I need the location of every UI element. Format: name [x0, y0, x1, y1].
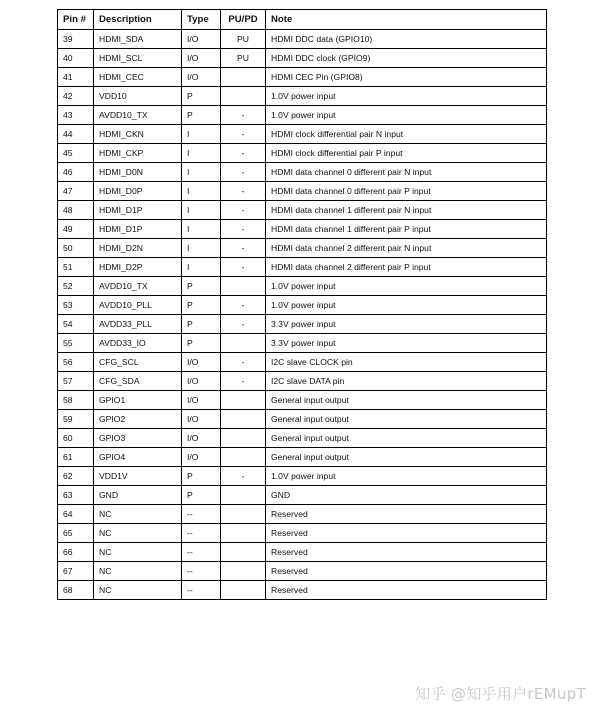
cell-pin: 67: [58, 562, 94, 581]
cell-pin: 63: [58, 486, 94, 505]
cell-note: General input output: [266, 410, 547, 429]
table-row: [58, 49, 547, 68]
cell-note: Reserved: [266, 562, 547, 581]
cell-note: HDMI clock differential pair P input: [266, 144, 547, 163]
cell-description: CFG_SCL: [94, 353, 182, 372]
cell-pin: 68: [58, 581, 94, 600]
cell-type: I/O: [182, 429, 221, 448]
cell-type: I: [182, 144, 221, 163]
cell-description: CFG_SDA: [94, 372, 182, 391]
cell-note: General input output: [266, 448, 547, 467]
cell-type: --: [182, 524, 221, 543]
cell-note: Reserved: [266, 543, 547, 562]
table-body: [58, 30, 547, 600]
cell-description: AVDD33_IO: [94, 334, 182, 353]
cell-description: AVDD10_TX: [94, 277, 182, 296]
table-row: [58, 106, 547, 125]
cell-description: GPIO2: [94, 410, 182, 429]
cell-pin: 44: [58, 125, 94, 144]
cell-description: GPIO1: [94, 391, 182, 410]
cell-pin: 52: [58, 277, 94, 296]
cell-type: P: [182, 277, 221, 296]
cell-pupd: -: [221, 144, 266, 163]
cell-type: I: [182, 220, 221, 239]
cell-description: NC: [94, 524, 182, 543]
cell-type: I/O: [182, 410, 221, 429]
cell-description: HDMI_D0N: [94, 163, 182, 182]
cell-note: HDMI data channel 2 different pair P input: [266, 258, 547, 277]
cell-note: 1.0V power input: [266, 277, 547, 296]
table-row: [58, 144, 547, 163]
cell-note: 1.0V power input: [266, 296, 547, 315]
cell-pupd: [221, 391, 266, 410]
cell-note: General input output: [266, 429, 547, 448]
cell-pupd: PU: [221, 30, 266, 49]
cell-pin: 59: [58, 410, 94, 429]
table-row: [58, 277, 547, 296]
table-row: [58, 391, 547, 410]
cell-pin: 61: [58, 448, 94, 467]
cell-description: HDMI_SDA: [94, 30, 182, 49]
table-row: [58, 220, 547, 239]
table-row: [58, 467, 547, 486]
cell-pupd: [221, 505, 266, 524]
cell-note: HDMI data channel 2 different pair N input: [266, 239, 547, 258]
cell-pin: 56: [58, 353, 94, 372]
cell-note: HDMI data channel 1 different pair P input: [266, 220, 547, 239]
cell-note: GND: [266, 486, 547, 505]
cell-description: HDMI_D2N: [94, 239, 182, 258]
cell-type: I: [182, 239, 221, 258]
cell-pin: 50: [58, 239, 94, 258]
cell-pin: 55: [58, 334, 94, 353]
cell-description: GPIO3: [94, 429, 182, 448]
cell-type: --: [182, 562, 221, 581]
cell-note: 3.3V power input: [266, 315, 547, 334]
table-row: [58, 125, 547, 144]
cell-description: AVDD33_PLL: [94, 315, 182, 334]
cell-pin: 41: [58, 68, 94, 87]
cell-pupd: -: [221, 220, 266, 239]
header-note: Note: [266, 10, 547, 30]
cell-type: P: [182, 334, 221, 353]
cell-pupd: -: [221, 467, 266, 486]
cell-pin: 66: [58, 543, 94, 562]
cell-description: HDMI_D1P: [94, 220, 182, 239]
cell-pupd: [221, 68, 266, 87]
cell-description: HDMI_CEC: [94, 68, 182, 87]
table-row: [58, 296, 547, 315]
cell-type: I: [182, 258, 221, 277]
cell-pupd: [221, 87, 266, 106]
cell-pupd: -: [221, 201, 266, 220]
cell-pupd: -: [221, 163, 266, 182]
table-row: [58, 68, 547, 87]
cell-type: I: [182, 201, 221, 220]
cell-pin: 60: [58, 429, 94, 448]
cell-description: NC: [94, 543, 182, 562]
table-row: [58, 448, 547, 467]
cell-type: --: [182, 505, 221, 524]
cell-note: HDMI DDC data (GPIO10): [266, 30, 547, 49]
cell-type: I/O: [182, 30, 221, 49]
cell-description: GPIO4: [94, 448, 182, 467]
cell-type: --: [182, 543, 221, 562]
table-row: [58, 353, 547, 372]
cell-note: HDMI CEC Pin (GPIO8): [266, 68, 547, 87]
cell-pin: 64: [58, 505, 94, 524]
cell-note: I2C slave DATA pin: [266, 372, 547, 391]
cell-description: NC: [94, 562, 182, 581]
cell-note: 3.3V power input: [266, 334, 547, 353]
table-row: [58, 258, 547, 277]
table-row: [58, 429, 547, 448]
cell-type: P: [182, 296, 221, 315]
watermark: 知乎 @知乎用户rEMupT: [415, 685, 586, 703]
cell-pupd: [221, 334, 266, 353]
cell-note: HDMI data channel 0 different pair P input: [266, 182, 547, 201]
cell-description: AVDD10_TX: [94, 106, 182, 125]
table-row: [58, 182, 547, 201]
header-row: [58, 10, 547, 30]
cell-pupd: [221, 410, 266, 429]
cell-pin: 43: [58, 106, 94, 125]
cell-type: I/O: [182, 68, 221, 87]
table-row: [58, 524, 547, 543]
table-row: [58, 163, 547, 182]
cell-pupd: [221, 277, 266, 296]
cell-description: NC: [94, 581, 182, 600]
cell-type: I/O: [182, 49, 221, 68]
cell-type: I/O: [182, 448, 221, 467]
table-row: [58, 201, 547, 220]
cell-pupd: [221, 581, 266, 600]
cell-note: HDMI data channel 0 different pair N input: [266, 163, 547, 182]
cell-pupd: PU: [221, 49, 266, 68]
cell-note: I2C slave CLOCK pin: [266, 353, 547, 372]
cell-note: Reserved: [266, 581, 547, 600]
cell-description: VDD1V: [94, 467, 182, 486]
cell-description: NC: [94, 505, 182, 524]
cell-pupd: -: [221, 106, 266, 125]
cell-description: HDMI_D0P: [94, 182, 182, 201]
cell-pupd: [221, 524, 266, 543]
cell-description: HDMI_D2P: [94, 258, 182, 277]
cell-description: HDMI_CKP: [94, 144, 182, 163]
cell-pupd: -: [221, 372, 266, 391]
cell-pin: 45: [58, 144, 94, 163]
cell-note: 1.0V power input: [266, 87, 547, 106]
cell-pupd: -: [221, 353, 266, 372]
cell-description: GND: [94, 486, 182, 505]
cell-pin: 58: [58, 391, 94, 410]
pin-table: [57, 9, 547, 600]
cell-type: I: [182, 163, 221, 182]
table-row: [58, 239, 547, 258]
cell-type: I/O: [182, 372, 221, 391]
table-row: [58, 372, 547, 391]
cell-note: Reserved: [266, 505, 547, 524]
cell-pin: 51: [58, 258, 94, 277]
cell-pin: 39: [58, 30, 94, 49]
cell-note: 1.0V power input: [266, 467, 547, 486]
cell-type: P: [182, 467, 221, 486]
cell-pin: 57: [58, 372, 94, 391]
cell-type: P: [182, 106, 221, 125]
cell-description: HDMI_D1P: [94, 201, 182, 220]
cell-type: P: [182, 87, 221, 106]
cell-note: HDMI data channel 1 different pair N input: [266, 201, 547, 220]
cell-pin: 46: [58, 163, 94, 182]
cell-pin: 65: [58, 524, 94, 543]
cell-note: HDMI clock differential pair N input: [266, 125, 547, 144]
cell-pin: 54: [58, 315, 94, 334]
cell-note: HDMI DDC clock (GPIO9): [266, 49, 547, 68]
cell-note: 1.0V power input: [266, 106, 547, 125]
cell-pupd: [221, 448, 266, 467]
cell-pupd: [221, 429, 266, 448]
table-row: [58, 315, 547, 334]
cell-type: P: [182, 486, 221, 505]
table-row: [58, 562, 547, 581]
table-row: [58, 486, 547, 505]
cell-description: HDMI_CKN: [94, 125, 182, 144]
cell-pupd: -: [221, 315, 266, 334]
table-row: [58, 543, 547, 562]
cell-type: P: [182, 315, 221, 334]
header-description: Description: [94, 10, 182, 30]
cell-pupd: -: [221, 258, 266, 277]
header-pupd: PU/PD: [221, 10, 266, 30]
cell-pin: 62: [58, 467, 94, 486]
header-pin: Pin #: [58, 10, 94, 30]
table-row: [58, 410, 547, 429]
cell-pupd: [221, 562, 266, 581]
header-type: Type: [182, 10, 221, 30]
cell-description: HDMI_SCL: [94, 49, 182, 68]
cell-pin: 48: [58, 201, 94, 220]
table-header: [58, 10, 547, 30]
cell-description: VDD10: [94, 87, 182, 106]
cell-pin: 49: [58, 220, 94, 239]
table-row: [58, 505, 547, 524]
cell-type: --: [182, 581, 221, 600]
cell-note: General input output: [266, 391, 547, 410]
cell-type: I/O: [182, 391, 221, 410]
table-row: [58, 87, 547, 106]
cell-note: Reserved: [266, 524, 547, 543]
cell-description: AVDD10_PLL: [94, 296, 182, 315]
cell-pin: 47: [58, 182, 94, 201]
cell-type: I/O: [182, 353, 221, 372]
cell-pin: 53: [58, 296, 94, 315]
cell-pupd: [221, 486, 266, 505]
cell-type: I: [182, 125, 221, 144]
cell-pin: 40: [58, 49, 94, 68]
cell-pin: 42: [58, 87, 94, 106]
cell-pupd: -: [221, 125, 266, 144]
table-row: [58, 30, 547, 49]
table-row: [58, 334, 547, 353]
cell-pupd: -: [221, 239, 266, 258]
table-row: [58, 581, 547, 600]
cell-pupd: -: [221, 182, 266, 201]
cell-type: I: [182, 182, 221, 201]
cell-pupd: -: [221, 296, 266, 315]
cell-pupd: [221, 543, 266, 562]
